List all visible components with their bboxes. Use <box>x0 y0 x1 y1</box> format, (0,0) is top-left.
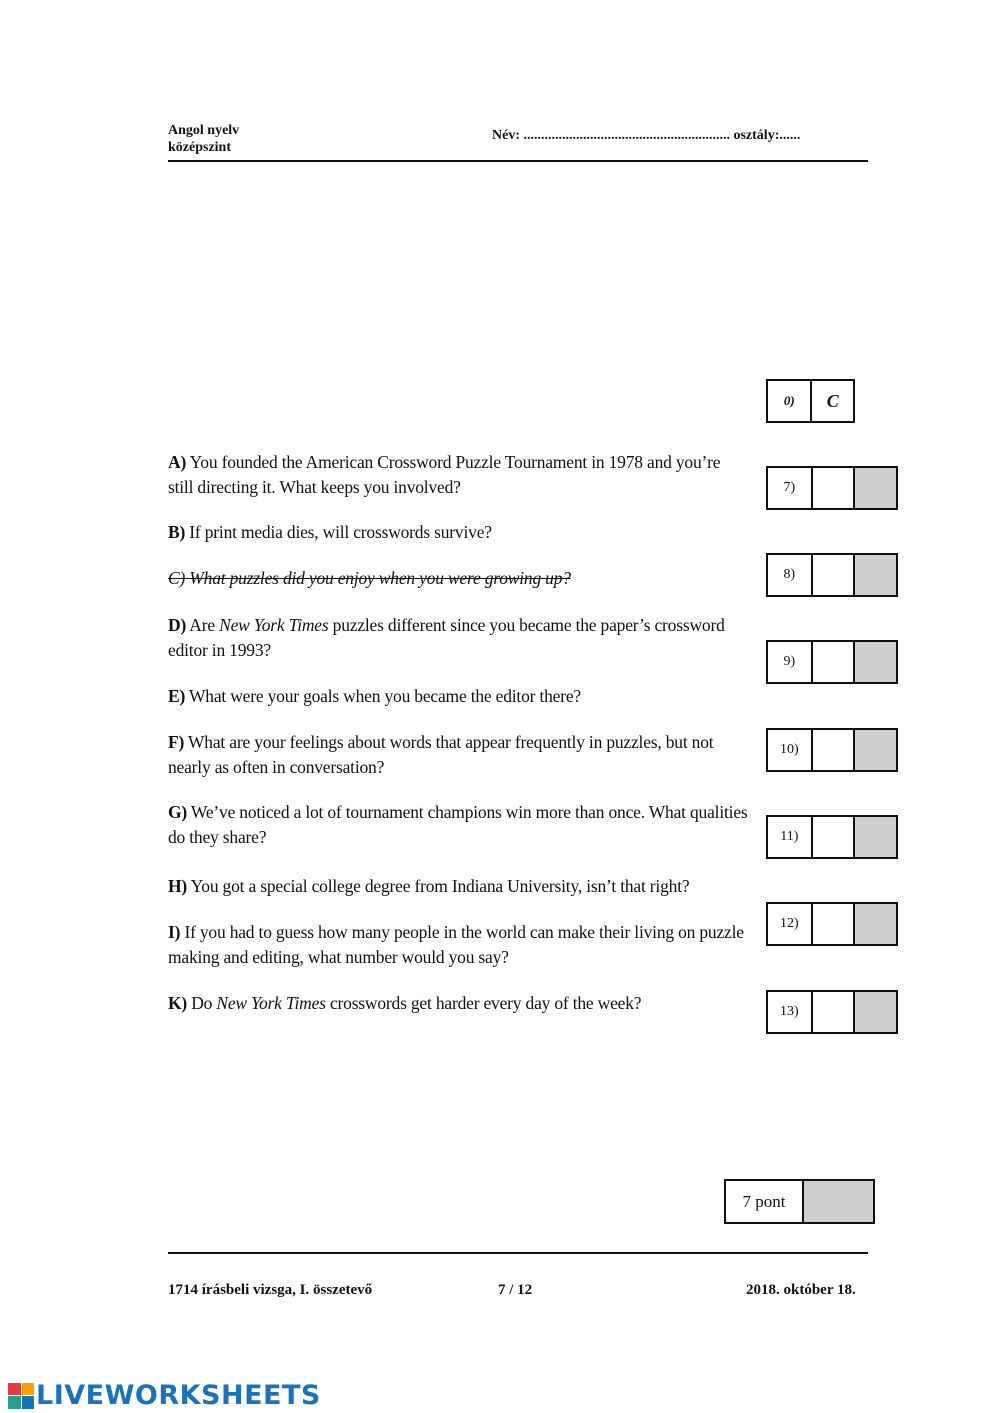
question-letter: G) <box>168 802 188 822</box>
newspaper-title: New York Times <box>216 993 326 1013</box>
answer-number: 12) <box>779 916 799 931</box>
answer-number: 11) <box>780 829 799 844</box>
exam-header-left <box>168 122 239 156</box>
question-i <box>168 920 748 970</box>
score-cell <box>853 730 896 770</box>
score-total-cell <box>804 1181 873 1222</box>
question-letter: K) <box>168 993 188 1013</box>
question-text-post: crosswords get harder every day of the week? <box>325 993 642 1013</box>
footer-page: 7 / 12 <box>498 1282 533 1298</box>
footer-date: 2018. október 18. <box>746 1282 856 1298</box>
question-k <box>168 991 748 1016</box>
answer-input[interactable] <box>811 468 854 508</box>
question-g <box>168 800 748 850</box>
answer-input[interactable] <box>811 904 854 944</box>
liveworksheets-logo[interactable] <box>8 1380 321 1411</box>
question-e <box>168 684 748 709</box>
question-letter: H) <box>168 876 188 896</box>
question-text: If you had to guess how many people in the world can make their living on puzzle making and editing, what number would you say? <box>168 922 744 967</box>
example-number: 0) <box>783 393 795 408</box>
answer-box-13 <box>766 990 898 1034</box>
answer-input[interactable] <box>811 555 854 595</box>
question-text: We’ve noticed a lot of tournament champions win more than once. What qualities do they share? <box>168 802 748 847</box>
answer-input[interactable] <box>811 730 854 770</box>
score-box <box>724 1179 875 1224</box>
name-class-field: Név: ........................................................... osztály:...... <box>492 128 801 143</box>
score-cell <box>853 817 896 857</box>
question-letter: F) <box>168 732 185 752</box>
question-letter: D) <box>168 615 187 635</box>
question-text: What were your goals when you became the editor there? <box>188 686 581 706</box>
brand-name: LIVEWORKSHEETS <box>36 1380 321 1411</box>
score-cell <box>853 468 896 508</box>
question-text: You got a special college degree from Indiana University, isn’t that right? <box>190 876 690 896</box>
score-cell <box>853 992 896 1032</box>
question-c-example-crossed <box>168 566 748 591</box>
example-answer: C <box>810 381 853 421</box>
answer-number: 7) <box>783 480 796 495</box>
question-a <box>168 450 748 500</box>
question-letter: A) <box>168 452 187 472</box>
score-label: 7 pont <box>726 1181 804 1222</box>
question-text: What puzzles did you enjoy when you were growing up? <box>189 568 571 588</box>
question-text: What are your feelings about words that appear frequently in puzzles, but not nearly as often in conversation? <box>168 732 714 777</box>
question-text-post: puzzles different since you became the paper’s crossword editor in 1993? <box>168 615 725 660</box>
answer-number: 10) <box>779 742 799 757</box>
newspaper-title: New York Times <box>219 615 329 635</box>
answer-box-12 <box>766 902 898 946</box>
answer-number: 8) <box>783 567 796 582</box>
question-h <box>168 874 748 899</box>
footer-divider <box>168 1252 868 1254</box>
answer-box-7 <box>766 466 898 510</box>
score-cell <box>853 642 896 682</box>
example-answer-box <box>766 379 855 423</box>
question-letter: E) <box>168 686 186 706</box>
answer-input[interactable] <box>811 642 854 682</box>
subject-label: Angol nyelv <box>168 123 240 138</box>
question-letter: I) <box>168 922 181 942</box>
answer-number: 13) <box>779 1004 799 1019</box>
header-divider <box>168 160 868 162</box>
answer-box-8 <box>766 553 898 597</box>
score-cell <box>853 555 896 595</box>
question-d <box>168 613 748 663</box>
question-letter: C) <box>168 568 186 588</box>
question-text: If print media dies, will crosswords survive? <box>189 522 492 542</box>
question-text-pre: Do <box>191 993 217 1013</box>
answer-input[interactable] <box>811 817 854 857</box>
score-cell <box>853 904 896 944</box>
answer-input[interactable] <box>811 992 854 1032</box>
answer-number: 9) <box>783 654 796 669</box>
question-text-pre: Are <box>189 615 220 635</box>
answer-box-11 <box>766 815 898 859</box>
answer-box-10 <box>766 728 898 772</box>
answer-box-9 <box>766 640 898 684</box>
question-f <box>168 730 748 780</box>
liveworksheets-logo-icon <box>8 1383 34 1409</box>
footer-exam: 1714 írásbeli vizsga, I. összetevő <box>168 1282 373 1298</box>
level-label: középszint <box>168 140 231 155</box>
question-b <box>168 520 748 545</box>
question-letter: B) <box>168 522 186 542</box>
question-text: You founded the American Crossword Puzzle Tournament in 1978 and you’re still directing it. What keeps you involved? <box>168 452 721 497</box>
